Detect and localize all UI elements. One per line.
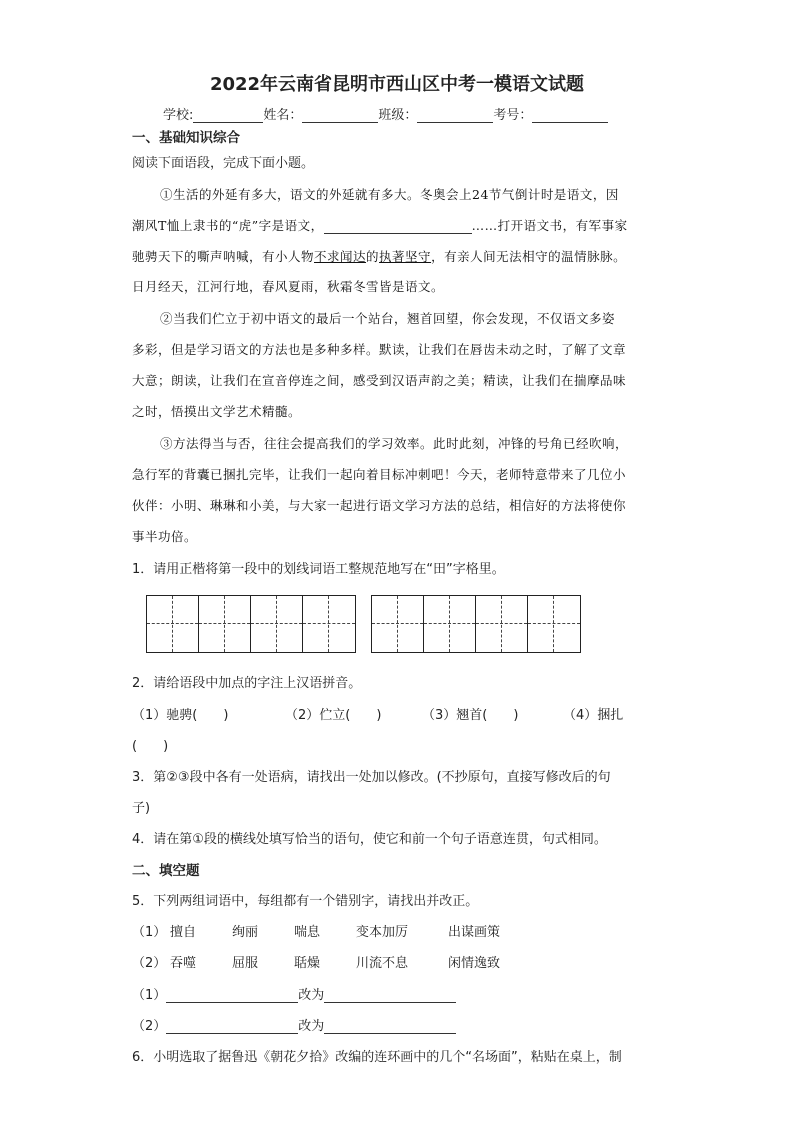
answer-blank[interactable] (324, 989, 456, 1003)
para1-fill-blank[interactable] (324, 220, 472, 234)
para2-line1: ②当我们伫立于初中语文的最后一个站台，翘首回望，你会发现，不仅语文多姿 (160, 311, 616, 326)
section-2-heading: 二、填空题 (132, 863, 200, 879)
word: 聒燥 (294, 956, 321, 971)
para3-line4: 事半功倍。 (132, 529, 198, 544)
question-2: 2．请给语段中加点的字注上汉语拼音。 (132, 676, 362, 691)
word: 吞噬 (170, 956, 197, 971)
answer-blank[interactable] (324, 1020, 456, 1034)
grid-cell[interactable] (199, 596, 251, 652)
q5-group-1 (132, 921, 501, 940)
q2-item-4-blank: ( ) (132, 739, 169, 754)
page-title: 2022年云南省昆明市西山区中考一模语文试题 (209, 74, 585, 95)
name-label: 姓名： (263, 108, 303, 123)
para1-line2-b: ……打开语文书，有军事家 (471, 218, 628, 233)
grid-cell[interactable] (476, 596, 528, 652)
word: 绚丽 (232, 925, 259, 940)
change-to-label: 改为 (298, 988, 325, 1003)
q5-answer-2 (132, 1015, 456, 1034)
q5-answer-1-label: （1） (132, 988, 167, 1003)
class-blank[interactable] (417, 109, 493, 123)
question-1: 1．请用正楷将第一段中的划线词语工整规范地写在“田”字格里。 (132, 562, 505, 577)
answer-blank[interactable] (166, 1020, 298, 1034)
para1-line3 (132, 247, 626, 265)
reading-intro: 阅读下面语段，完成下面小题。 (132, 156, 315, 171)
underlined-phrase-1: 不求闻达 (314, 249, 367, 264)
grid-cell[interactable] (528, 596, 580, 652)
para1-line1: ①生活的外延有多大，语文的外延就有多大。冬奥会上24节气倒计时是语文，因 (160, 187, 619, 202)
para2-line4: 之时，悟摸出文学艺术精髓。 (132, 404, 302, 419)
section-1-heading: 一、基础知识综合 (132, 130, 240, 146)
word: 出谋画策 (448, 925, 501, 940)
student-info-line (163, 104, 608, 123)
word: 变本加厉 (356, 925, 409, 940)
q2-item-4: （4）捆扎 (563, 708, 624, 723)
question-4: 4．请在第①段的横线处填写恰当的语句，使它和前一个句子语意连贯，句式相同。 (132, 832, 607, 847)
word: 喘息 (294, 925, 321, 940)
grid-cell[interactable] (424, 596, 476, 652)
para1-line3-mid: 的 (366, 249, 380, 264)
q5-group-2-label: （2） (132, 956, 167, 971)
question-3-line1: 3．第②③段中各有一处语病，请找出一处加以修改。(不抄原句，直接写修改后的句 (132, 770, 611, 785)
para1-line3-a: 驰骋天下的嘶声呐喊，有小人物 (132, 249, 315, 264)
tian-grid-left (146, 595, 356, 653)
word: 屈服 (232, 956, 259, 971)
para3-line2: 急行军的背囊已捆扎完毕，让我们一起向着目标冲刺吧！今天，老师特意带来了几位小 (132, 467, 627, 482)
question-3-line2: 子) (132, 801, 151, 816)
grid-cell[interactable] (251, 596, 303, 652)
grid-cell[interactable] (147, 596, 199, 652)
answer-blank[interactable] (166, 989, 298, 1003)
para1-line2 (132, 216, 628, 234)
name-blank[interactable] (302, 109, 378, 123)
school-label: 学校: (163, 108, 194, 123)
question-6: 6．小明选取了据鲁迅《朝花夕拾》改编的连环画中的几个“名场面”，粘贴在桌上，制 (132, 1050, 622, 1065)
word: 闲情逸致 (448, 956, 501, 971)
q5-group-2 (132, 952, 501, 971)
para3-line3: 伙伴：小明、琳琳和小美，与大家一起进行语文学习方法的总结，相信好的方法将使你 (132, 498, 627, 513)
q5-answer-2-label: （2） (132, 1019, 167, 1034)
para1-line3-b: ，有亲人间无法相守的温情脉脉。 (431, 249, 627, 264)
class-label: 班级： (378, 108, 418, 123)
change-to-label: 改为 (298, 1019, 325, 1034)
grid-cell[interactable] (372, 596, 424, 652)
q2-item-1: （1）驰骋( ) (132, 708, 229, 723)
word: 川流不息 (356, 956, 409, 971)
underlined-phrase-2: 执著坚守 (379, 249, 432, 264)
q2-item-2: （2）伫立( ) (285, 708, 382, 723)
question-5: 5．下列两组词语中，每组都有一个错别字，请找出并改正。 (132, 894, 479, 909)
word: 擅自 (170, 925, 197, 940)
para2-line2: 多彩，但是学习语文的方法也是多种多样。默读，让我们在唇齿未动之时，了解了文章 (132, 342, 627, 357)
para3-line1: ③方法得当与否，往往会提高我们的学习效率。此时此刻，冲锋的号角已经吹响， (160, 436, 629, 451)
grid-cell[interactable] (303, 596, 355, 652)
tian-grid-right (371, 595, 581, 653)
q5-answer-1 (132, 984, 456, 1003)
school-blank[interactable] (193, 109, 263, 123)
para1-line2-a: 潮风T恤上隶书的“虎”字是语文， (132, 218, 324, 233)
exam-no-label: 考号： (493, 108, 533, 123)
para1-line4: 日月经天，江河行地，春风夏雨，秋霜冬雪皆是语文。 (132, 279, 445, 294)
exam-no-blank[interactable] (532, 109, 608, 123)
q5-group-1-label: （1） (132, 925, 167, 940)
q2-item-3: （3）翘首( ) (422, 708, 519, 723)
para2-line3: 大意；朗读，让我们在宣音停连之间，感受到汉语声韵之美；精读，让我们在揣摩品味 (132, 373, 627, 388)
